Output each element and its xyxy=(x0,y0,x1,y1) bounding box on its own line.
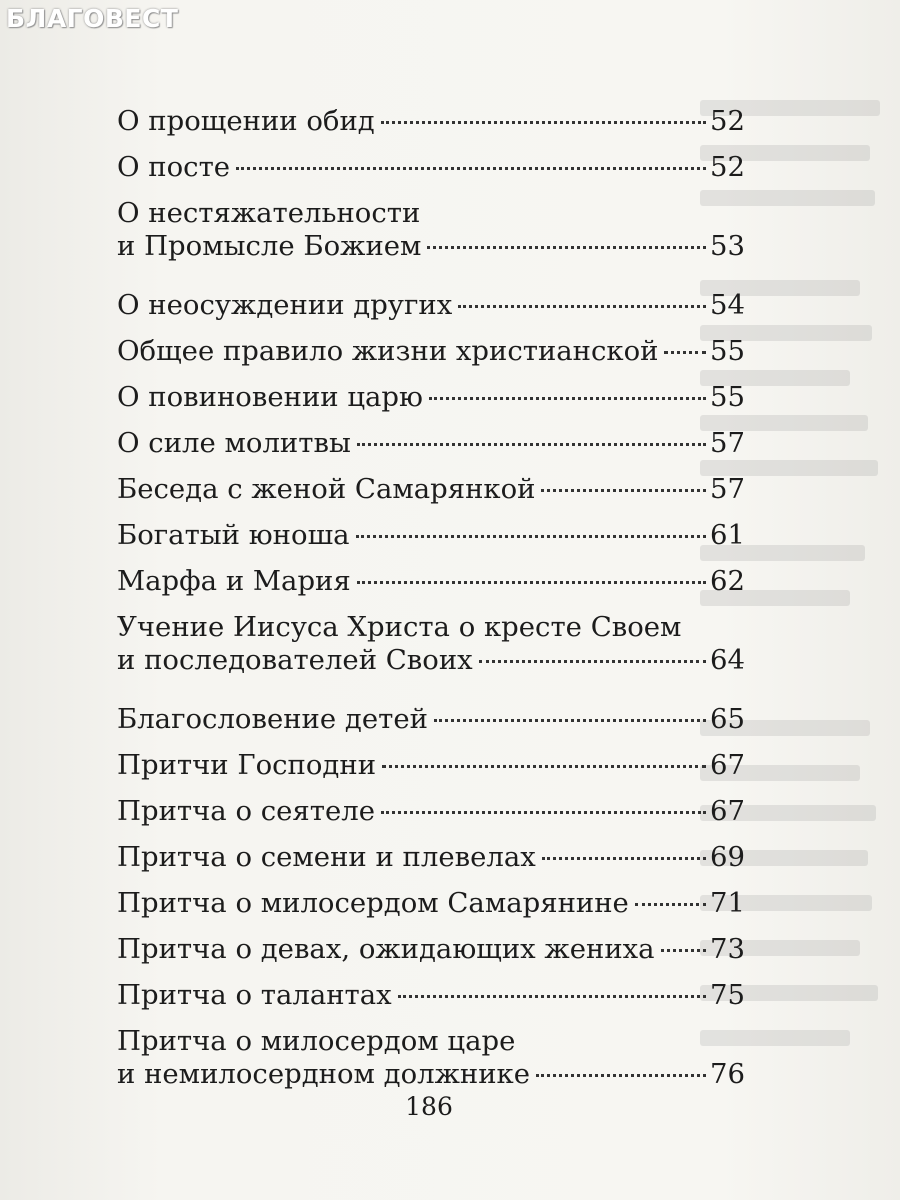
dot-leader xyxy=(429,397,706,400)
dot-leader xyxy=(398,995,706,998)
toc-entry-title: Благословение детей xyxy=(117,703,428,735)
toc-entry-title: и последователей Своих xyxy=(117,644,473,676)
toc-entry-row xyxy=(117,105,745,138)
toc-entry-title: О неосуждении других xyxy=(117,289,453,321)
toc-entry-title: Общее правило жизни христианской xyxy=(117,335,659,367)
toc-entry[interactable] xyxy=(117,611,745,677)
toc-entry-row xyxy=(117,1058,745,1091)
toc-entry-title: Марфа и Мария xyxy=(117,565,351,597)
toc-entry-page: 54 xyxy=(710,289,745,321)
dot-leader xyxy=(381,811,706,814)
toc-entry[interactable] xyxy=(117,197,745,263)
dot-leader xyxy=(236,167,706,170)
toc-entry-title: Богатый юноша xyxy=(117,519,350,551)
toc-entry-row xyxy=(117,749,745,782)
toc-entry[interactable] xyxy=(117,1025,745,1091)
toc-entry[interactable] xyxy=(117,151,745,184)
dot-leader xyxy=(664,351,706,354)
toc-entry-page: 62 xyxy=(710,565,745,597)
toc-entry[interactable] xyxy=(117,335,745,368)
toc-entry-row xyxy=(117,381,745,414)
dot-leader xyxy=(661,949,706,952)
toc-entry-row xyxy=(117,979,745,1012)
dot-leader xyxy=(357,581,706,584)
toc-entry-title: и Промысле Божием xyxy=(117,230,422,262)
dot-leader xyxy=(427,246,706,249)
dot-leader xyxy=(357,443,706,446)
toc-entry-title-line: Учение Иисуса Христа о кресте Своем xyxy=(117,611,682,643)
toc-entry-title-line: О нестяжательности xyxy=(117,197,421,229)
toc-entry[interactable] xyxy=(117,427,745,460)
toc-entry-page: 73 xyxy=(710,933,745,965)
toc-entry-page: 52 xyxy=(710,105,745,137)
toc-entry-row xyxy=(117,933,745,966)
toc-entry-page: 64 xyxy=(710,644,745,676)
toc-entry-row xyxy=(117,887,745,920)
dot-leader xyxy=(541,489,706,492)
toc-entry-page: 57 xyxy=(710,473,745,505)
toc-entry-title: О посте xyxy=(117,151,231,183)
watermark-logo: БЛАГОВЕСТ xyxy=(6,4,179,33)
toc-entry-title: Беседа с женой Самарянкой xyxy=(117,473,536,505)
toc-entry-title: О повиновении царю xyxy=(117,381,423,413)
toc-entry-title: Притча о девах, ожидающих жениха xyxy=(117,933,655,965)
toc-entry-page: 65 xyxy=(710,703,745,735)
toc-entry-title-line: Притча о милосердом царе xyxy=(117,1025,516,1057)
toc-entry-page: 67 xyxy=(710,795,745,827)
dot-leader xyxy=(382,765,706,768)
toc-entry-page: 75 xyxy=(710,979,745,1011)
toc-entry-page: 57 xyxy=(710,427,745,459)
toc-entry-page: 55 xyxy=(710,381,745,413)
toc-entry[interactable] xyxy=(117,795,745,828)
toc-entry-page: 69 xyxy=(710,841,745,873)
toc-entry[interactable] xyxy=(117,381,745,414)
toc-entry-title: Притча о семени и плевелах xyxy=(117,841,536,873)
toc-entry-page: 53 xyxy=(710,230,745,262)
toc-entry-row xyxy=(117,795,745,828)
toc-entry-page: 52 xyxy=(710,151,745,183)
toc-entry[interactable] xyxy=(117,565,745,598)
dot-leader xyxy=(381,121,706,124)
toc-entry-row xyxy=(117,151,745,184)
toc-entry-row xyxy=(117,473,745,506)
toc-entry[interactable] xyxy=(117,473,745,506)
toc-entry-page: 55 xyxy=(710,335,745,367)
toc-entry-row xyxy=(117,335,745,368)
toc-entry-page: 71 xyxy=(710,887,745,919)
page-number: 186 xyxy=(405,1092,453,1121)
toc-entry-title: О прощении обид xyxy=(117,105,375,137)
toc-entry-title: О силе молитвы xyxy=(117,427,351,459)
toc-entry[interactable] xyxy=(117,933,745,966)
toc-entry-row xyxy=(117,289,745,322)
toc-entry[interactable] xyxy=(117,841,745,874)
toc-entry-title: Притча о сеятеле xyxy=(117,795,376,827)
toc-entry[interactable] xyxy=(117,749,745,782)
toc-entry[interactable] xyxy=(117,979,745,1012)
toc-entry-row xyxy=(117,565,745,598)
toc-entry-row xyxy=(117,519,745,552)
toc-entry[interactable] xyxy=(117,887,745,920)
toc-entry-row xyxy=(117,427,745,460)
dot-leader xyxy=(479,660,706,663)
toc-entry-title: Притча о милосердом Самарянине xyxy=(117,887,629,919)
toc-entry-row xyxy=(117,644,745,677)
toc-entry-page: 61 xyxy=(710,519,745,551)
dot-leader xyxy=(458,305,706,308)
toc-entry-page: 76 xyxy=(710,1058,745,1090)
dot-leader xyxy=(542,857,706,860)
toc-entry-page: 67 xyxy=(710,749,745,781)
toc-entry[interactable] xyxy=(117,105,745,138)
toc-entry-title: Притчи Господни xyxy=(117,749,377,781)
toc-entry[interactable] xyxy=(117,289,745,322)
toc-entry-title: Притча о талантах xyxy=(117,979,392,1011)
dot-leader xyxy=(434,719,706,722)
dot-leader xyxy=(635,903,706,906)
toc-entry-row xyxy=(117,703,745,736)
toc-entry-row xyxy=(117,230,745,263)
toc-entry[interactable] xyxy=(117,703,745,736)
toc-entry-row xyxy=(117,841,745,874)
toc-entry[interactable] xyxy=(117,519,745,552)
dot-leader xyxy=(356,535,706,538)
dot-leader xyxy=(536,1074,706,1077)
toc-entry-title: и немилосердном должнике xyxy=(117,1058,531,1090)
